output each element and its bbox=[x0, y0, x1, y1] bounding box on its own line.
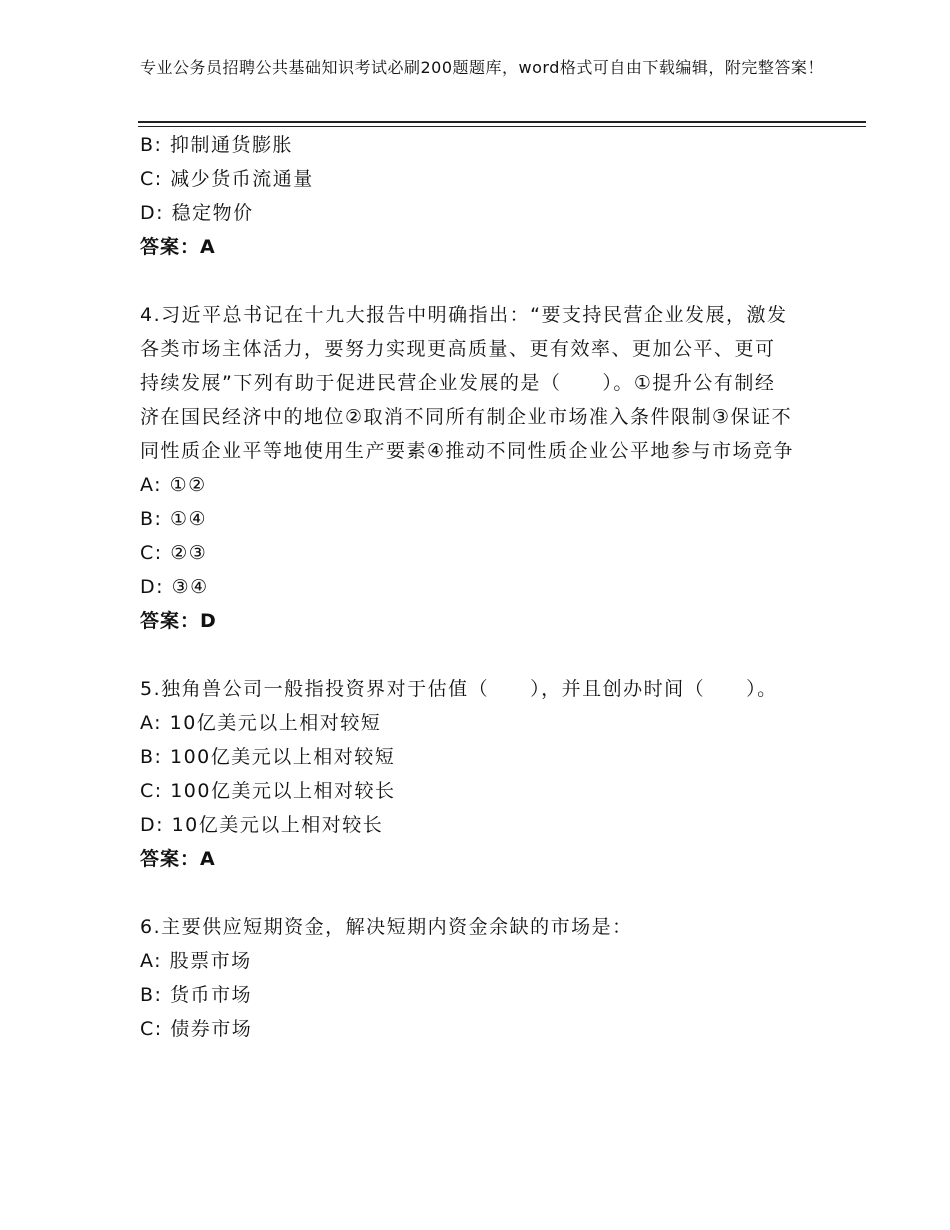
answer-line: 答案：D bbox=[140, 610, 217, 632]
option-b: B: 抑制通货膨胀 bbox=[140, 134, 293, 156]
question-stem: 4.习近平总书记在十九大报告中明确指出：“要支持民营企业发展，激发各类市场主体活力，要努力实现更高质量、更有效率、更加公平、更可持续发展”下列有助于促进民营企业发展的是（ ）。①提升公有制经济在国民经济中的地位②取消不同所有制企业市场准入条件限制③保证不同性质企业平等地使用生产要素④推动不同性质企业公平地参与市场竞争 bbox=[140, 304, 795, 462]
header-rule-thin bbox=[138, 126, 866, 127]
option-d: D: 10亿美元以上相对较长 bbox=[140, 814, 384, 836]
question-block-6 bbox=[140, 910, 820, 1046]
question-block-3 bbox=[140, 128, 820, 264]
option-d: D: 稳定物价 bbox=[140, 202, 254, 224]
spacer bbox=[140, 264, 820, 298]
option-a: A: ①② bbox=[140, 474, 207, 496]
spacer bbox=[140, 876, 820, 910]
spacer bbox=[140, 638, 820, 672]
question-stem: 6.主要供应短期资金，解决短期内资金余缺的市场是： bbox=[140, 916, 633, 938]
question-content bbox=[140, 128, 820, 1046]
question-block-4 bbox=[140, 298, 820, 638]
option-c: C: 债券市场 bbox=[140, 1018, 253, 1040]
option-a: A: 股票市场 bbox=[140, 950, 252, 972]
question-stem: 5.独角兽公司一般指投资界对于估值（ ），并且创办时间（ ）。 bbox=[140, 678, 778, 700]
option-c: C: ②③ bbox=[140, 542, 208, 564]
option-c: C: 100亿美元以上相对较长 bbox=[140, 780, 396, 802]
option-a: A: 10亿美元以上相对较短 bbox=[140, 712, 382, 734]
option-d: D: ③④ bbox=[140, 576, 209, 598]
answer-line: 答案：A bbox=[140, 848, 216, 870]
answer-line: 答案：A bbox=[140, 236, 216, 258]
header-rule-thick bbox=[138, 121, 866, 123]
option-b: B: 货币市场 bbox=[140, 984, 252, 1006]
page-header: 专业公务员招聘公共基础知识考试必刷200题题库，word格式可自由下载编辑，附完整答案！ bbox=[140, 58, 824, 77]
question-block-5 bbox=[140, 672, 820, 876]
option-c: C: 减少货币流通量 bbox=[140, 168, 314, 190]
option-b: B: 100亿美元以上相对较短 bbox=[140, 746, 396, 768]
option-b: B: ①④ bbox=[140, 508, 208, 530]
